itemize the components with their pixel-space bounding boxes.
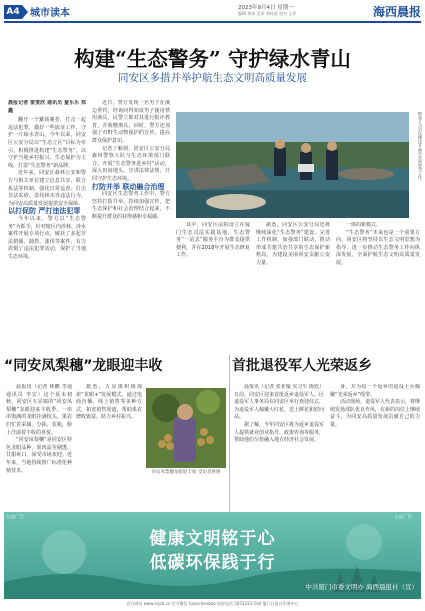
article1-section-head-2: 打防并举 联动融合治理 xyxy=(92,182,165,191)
article2-paragraph: 据悉，五显镇积极探索“龙眼+”发展模式，通过电商直播、线上销售等多种方式，拓宽销售渠道，帮助果农增收致富，助力乡村振兴。 xyxy=(76,384,142,421)
article1-column-5 xyxy=(336,222,420,346)
article3-column-2 xyxy=(330,384,420,509)
article1-paragraph: 翻开一个繁扬案卷，打击一起违法犯罪，做好一些取证工作，守护一片绿水青山。今年以来，同安区公安分局以“生态立区”目标为牵引，积极推进构建“生态警务”，以守护当地乡村振兴、生态保护为主线，打造“生态警务”新品牌。 xyxy=(8,117,86,169)
article1-column-2 xyxy=(92,100,170,345)
column-divider xyxy=(229,355,230,513)
article3-paragraph: 活动现场，退役军人代表表示，将继续发扬部队优良作风，在新的岗位上继续奋斗，为同安高质量发展贡献自己的力量。 xyxy=(330,399,420,428)
banner-slogan-2: 低碳环保践于行 xyxy=(149,553,276,573)
article1-paragraph: 其中，同安区法院设立在厦门生态司法实践基地，生态警务“一站式”服务平台为群众提供便利，并在2018年开展生态修复工作。 xyxy=(176,222,250,259)
veterans-headline: 首批退役军人光荣返乡 xyxy=(232,358,372,374)
article1-paragraph: 同安区生态警务工作中，警方坚持打防并举，持续加强宣传，把生态保护和社会治理结合起来，不断提升群众的获得感和幸福感。 xyxy=(92,191,170,220)
patrol-photo-image xyxy=(176,112,409,218)
banner-credit: 中共厦门市委文明办 海西晨报社（宣） xyxy=(305,583,418,591)
article1-paragraph: 据悉，同安区公安分局还将继续深化“生态警务”建设，完善工作机制，加强部门联动，推动形成共建共治共享的生态保护新格局，为建设美丽同安贡献公安力量。 xyxy=(256,222,330,266)
ad-label-right: 公益广告 xyxy=(394,515,412,520)
page-footer: 官方网站 www.ssjcb.cn 官方微信 haixichenbao 投诉电话 5053333 印刷 厦门日报社印务中心 xyxy=(126,601,299,606)
article2-column-1 xyxy=(6,384,72,509)
article1-section-head-1: 以打促防 严打违法犯罪 xyxy=(8,207,81,216)
longan-headline: “同安凤梨穗”龙眼迎丰收 xyxy=(4,358,163,374)
article3-column-1 xyxy=(234,384,324,509)
patrol-photo xyxy=(176,112,409,218)
article1-paragraph: 近日，警方发现一名男子在溪边垂钓，经询问得知该男子使用禁用渔具，民警立即对其进行批评教育，并收缴渔具。同时，警方还加强了对野生动物保护的宣传，提高群众保护意识。 xyxy=(92,100,170,144)
article1-column-1 xyxy=(8,100,86,345)
header-divider xyxy=(4,21,421,23)
article1-paragraph: 一体的新模式。 xyxy=(346,222,382,228)
longan-photo-image xyxy=(146,388,226,468)
ad-label-left: 公益广告 xyxy=(6,515,24,520)
article3-paragraph: 晨报讯（记者 张亚璇 实习生 陈欣）日前，同安区迎来首批返乡退役军人。区退役军人事务局在同安区举行欢迎仪式，为退役军人佩戴大红花，送上鲜花和慰问品。 xyxy=(234,384,324,421)
page-tag-arrow xyxy=(22,5,28,19)
article1-paragraph: 今年以来，警方以“生态警务”为抓手，针对辖区内涉林、涉水案件开展专项行动，破获了多起非法猎捕、捕捞、滥伐等案件，有力震慑了违法犯罪活动，保护了当地生态环境。 xyxy=(8,215,86,260)
main-headline: 构建“生态警务” 守护绿水青山 xyxy=(74,47,351,71)
longan-photo xyxy=(146,388,226,468)
article2-paragraph: “同安凤梨穗”是同安区特色龙眼品种，果肉晶莹剔透、甘甜爽口，深受市场欢迎。近年来，当地持续推广标准化种植技术。 xyxy=(6,437,72,474)
article1-column-3 xyxy=(176,222,250,346)
longan-photo-caption: 同安凤梨穗龙眼迎丰收 受访者供图 xyxy=(151,470,221,475)
editor-line: 编辑 林伟 美术 郑梓贤 校对 王萍 xyxy=(238,11,297,16)
issue-date: 2023年9月4日 星期一 xyxy=(238,5,294,11)
page-number-tag: A4 xyxy=(4,5,22,19)
main-subheadline: 同安区多措并举护航生态文明高质量发展 xyxy=(118,72,307,84)
banner-slogan-1: 健康文明铭于心 xyxy=(149,529,276,549)
article2-column-2 xyxy=(76,384,142,509)
article3-paragraph: 身，并为每一个返乡的退役士兵佩戴“光荣返乡”绶带。 xyxy=(330,384,420,398)
section-title: 城市读本 xyxy=(30,8,70,19)
article3-paragraph: 据了解，今年同安区将为返乡退役军人提供就业创业指导、政策咨询等服务，帮助他们尽快融入地方经济社会发展。 xyxy=(234,421,324,444)
patrol-photo-caption: 警务人员在溪边开展生态巡查工作。 xyxy=(417,112,422,184)
article2-paragraph: 晨报讯（记者 林鹏 李通 通讯员 李宏）这个夏末初秋，同安区五显镇的“同安凤梨穗”龙眼迎来丰收季，一串串饱满的龙眼挂满枝头，果农们忙着采摘、分拣、装箱，脸上洋溢着丰收的喜悦。 xyxy=(6,384,72,436)
article1-paragraph: 记者了解到，同安区公安分局森林警察大队与生态环境部门联合，开展“生态警务进乡村”活动，深入田间地头，宣讲法律法规，共同守护生态环境。 xyxy=(92,145,170,182)
article1-paragraph: 近年来，同安区森林公安和警方与相关单位建立信息共享、联合执法等机制，强化日常巡查、打击非法采砂、盗伐林木等违法行为，为同安高质量发展提供安全保障。 xyxy=(8,170,86,207)
article1-paragraph: “生态警务”未来也是一个重要方向，同安区将坚持以生态文明思想为指导，进一步推动生态警务工作向纵深发展，全面护航生态文明高质量发展。 xyxy=(336,229,420,266)
article1-byline: 晨报记者 雷雯欣 通讯员 童乐乐 郑鑫 xyxy=(8,100,86,114)
article1-column-4 xyxy=(256,222,330,346)
newspaper-logo: 海西晨报 xyxy=(326,3,421,19)
